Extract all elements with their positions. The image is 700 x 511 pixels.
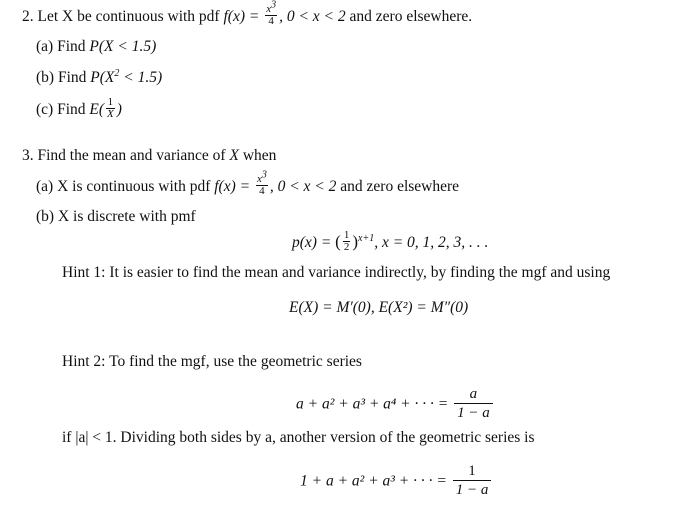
- part-math-prefix: P(X: [90, 69, 115, 86]
- part-label: (c): [36, 101, 54, 119]
- part-fraction: [106, 97, 115, 120]
- series1-num: a: [469, 386, 478, 402]
- part-label: (a): [36, 38, 54, 55]
- problem2-part-c: [36, 96, 122, 122]
- part-text: X is discrete with pmf: [57, 208, 196, 225]
- part-math-exp: 2: [114, 67, 120, 79]
- problem2-pdf-num: x: [266, 3, 272, 15]
- part-label: (b): [36, 208, 55, 225]
- part-pdf-support: , 0 < x < 2: [269, 178, 337, 196]
- part-label: (a): [36, 178, 54, 196]
- pmf-frac-den: 2: [343, 241, 350, 253]
- pmf-exp: x+1: [358, 232, 375, 244]
- part-text: Find: [57, 38, 86, 55]
- pmf-lhs: p(x) =: [292, 234, 332, 252]
- hint1-text: Hint 1: It is easier to find the mean and variance indirectly, by finding the mgf and using: [62, 264, 611, 281]
- pmf-formula: [292, 229, 489, 255]
- hint2-text: Hint 2: To find the mgf, use the geometric series: [62, 353, 362, 370]
- problem3-stem: [22, 146, 276, 166]
- part-text: Find: [57, 69, 87, 86]
- series2-den: 1 − a: [453, 480, 492, 499]
- series2: [300, 464, 493, 500]
- part-text: X is continuous with pdf: [57, 178, 211, 196]
- part-frac-den: X: [107, 108, 114, 120]
- series2-fraction: [453, 463, 492, 499]
- problem2-pdf-support: , 0 < x < 2: [279, 8, 346, 26]
- problem2-number: 2.: [22, 8, 34, 26]
- part-text: Find: [57, 101, 86, 119]
- part-pdf-fraction: [256, 169, 268, 197]
- problem2-stem: [22, 0, 473, 29]
- condition-line: if |a| < 1. Dividing both sides by a, another version of the geometric series is: [62, 429, 535, 446]
- hint1-formula: E(X) = M′(0), E(X²) = M″(0): [289, 299, 469, 316]
- problem2-pdf-lhs: f(x) =: [223, 8, 260, 26]
- series2-num: 1: [468, 463, 476, 479]
- series1: [296, 387, 495, 423]
- problem3-part-a: [36, 169, 460, 199]
- problem2-part-b: [36, 68, 162, 88]
- problem2-pdf-num-exp: 3: [271, 0, 277, 11]
- problem2-stem-suffix: and zero elsewhere.: [349, 8, 473, 26]
- part-pdf-num-exp: 3: [261, 169, 267, 181]
- part-math-prefix: E(: [89, 101, 105, 119]
- problem3-stem-prefix: Find the mean and variance of: [37, 147, 226, 164]
- problem2-pdf-den: 4: [265, 15, 277, 27]
- problem3-number: 3.: [22, 147, 34, 164]
- part-suffix: and zero elsewhere: [340, 178, 460, 196]
- part-label: (b): [36, 69, 55, 86]
- pmf-support: , x = 0, 1, 2, 3, . . .: [374, 234, 489, 252]
- pmf-open: (: [335, 232, 341, 252]
- part-pdf-den: 4: [256, 185, 268, 197]
- series1-den: 1 − a: [454, 403, 493, 422]
- problem2-part-a: [36, 37, 156, 57]
- problem3-stem-var: X: [229, 147, 239, 164]
- series1-lhs: a + a² + a³ + a⁴ + · · · =: [296, 395, 449, 413]
- part-math-suffix: ): [116, 101, 122, 119]
- series1-fraction: [454, 386, 493, 422]
- part-pdf-num: x: [256, 173, 262, 185]
- series2-lhs: 1 + a + a² + a³ + · · · =: [300, 472, 447, 490]
- pmf-frac-num: 1: [343, 229, 350, 241]
- part-math: P(X < 1.5): [89, 38, 157, 55]
- part-frac-num: 1: [107, 96, 114, 108]
- part-pdf-lhs: f(x) =: [214, 178, 251, 196]
- problem2-pdf-fraction: [265, 0, 277, 27]
- problem3-part-b: [36, 207, 196, 227]
- pmf-fraction: [343, 230, 351, 253]
- problem3-stem-suffix: when: [242, 147, 277, 164]
- part-math-suffix: < 1.5): [119, 69, 163, 86]
- pmf-close: ): [352, 232, 359, 252]
- problem2-stem-prefix: Let X be continuous with pdf: [37, 8, 220, 26]
